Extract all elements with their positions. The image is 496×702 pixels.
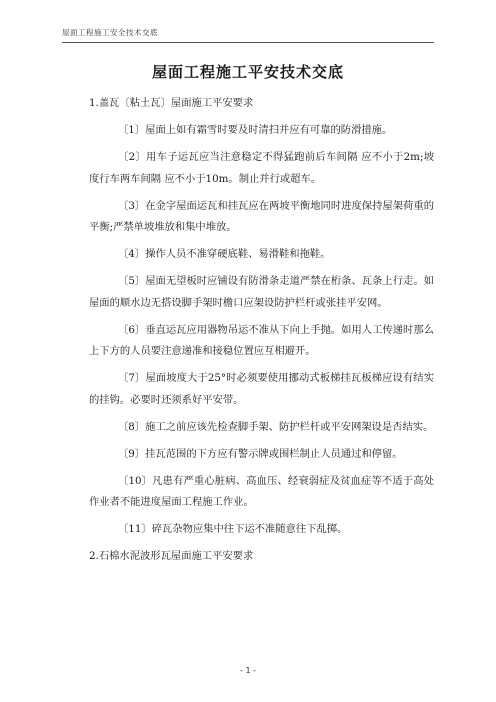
section-1-item-3: 〔3〕在金字屋面运瓦和挂瓦应在两坡平衡地同时进度保持屋架荷重的平衡;严禁单坡堆放和集中堆放。 [89, 199, 434, 233]
section-1-item-6: 〔6〕垂直运瓦应用器物吊运不准从下向上手抛。如用人工传递时那么上下方的人员要注意递准和接稳位置应互相避开。 [89, 323, 434, 357]
section-1-item-1: 〔1〕屋面上如有霜雪时要及时清扫并应有可靠的防滑措施。 [118, 124, 393, 136]
section-1-item-11: 〔11〕碎瓦杂物应集中往下运不准随意往下乱掷。 [118, 523, 348, 535]
section-1-heading: 1.盖瓦〔粘土瓦〕屋面施工平安要求 [89, 97, 254, 109]
section-1-item-10: 〔10〕凡患有严重心脏病、高血压、经衰弱症及贫血症等不适于高处作业者不能进度屋面工程施工作业。 [89, 474, 434, 508]
section-1-item-9: 〔9〕挂瓦范围的下方应有警示牌或围栏制止人员通过和停留。 [118, 447, 403, 460]
page-header [62, 20, 434, 43]
section-2-heading: 2.石棉水泥波形瓦屋面施工平安要求 [89, 550, 254, 562]
section-1-item-5: 〔5〕屋面无望板时应铺设有防滑条走道严禁在桁条、瓦条上行走。如屋面的顺水边无搭设脚手架时檐口应架设防护栏杆或张挂平安网。 [89, 275, 434, 309]
section-1-item-8: 〔8〕施工之前应该先检查脚手架、防护栏杆或平安网架设是否结实。 [118, 420, 434, 433]
section-1-item-2: 〔2〕用车子运瓦应当注意稳定不得猛跑前后车间隔 应不小于2m;坡度行车两车间隔 应不小于10m。制止并行或超车。 [89, 151, 434, 185]
document-title: 屋面工程施工平安技术交底 [151, 63, 344, 81]
page-number: - 1 - [240, 666, 256, 675]
section-1-item-7: 〔7〕屋面坡度大于25°时必须要使用挪动式板梯挂瓦板梯应设有结实的挂钩。必要时还须系好平安带。 [89, 372, 434, 406]
header-text: 屋面工程施工安全技术交底 [62, 28, 158, 37]
document-body [89, 93, 434, 573]
section-1-item-4: 〔4〕操作人员不准穿硬底鞋、易滑鞋和拖鞋。 [118, 248, 331, 260]
